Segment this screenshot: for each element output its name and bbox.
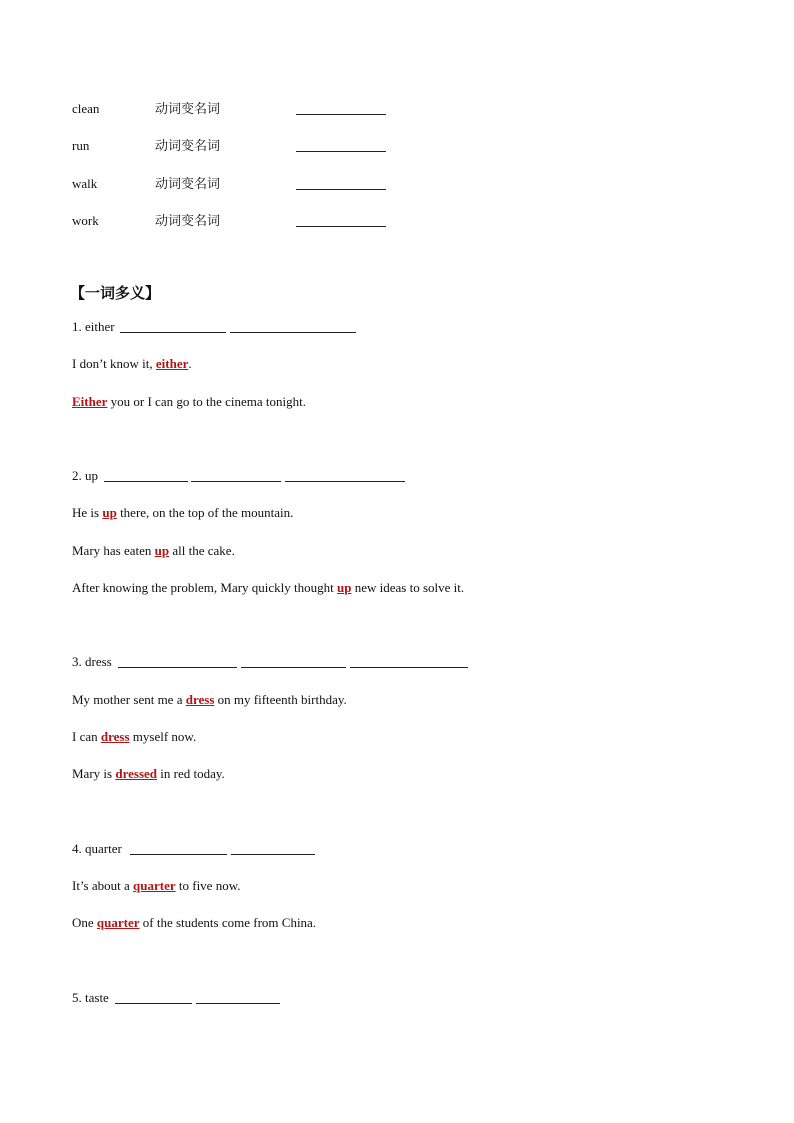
example-sentence [72,505,293,521]
sentence-text: in red today. [157,766,225,781]
sentence-text: . [188,356,192,371]
sentence-text: all the cake. [169,543,235,558]
sentence-text: I don’t know it, [72,356,156,371]
answer-blank[interactable] [230,320,356,333]
item-head: 1. either [72,319,115,334]
section-title: 【一词多义】 [70,286,161,302]
answer-blank[interactable] [296,177,386,190]
example-sentence [72,356,192,372]
answer-blank[interactable] [104,469,188,482]
answer-blank[interactable] [120,320,226,333]
verb-instruction: 动词变名词 [155,101,221,116]
highlighted-word: quarter [96,915,140,930]
example-sentence [72,766,225,782]
verb-word: walk [72,176,98,191]
sentence-text: It’s about a [72,878,134,893]
answer-blank[interactable] [115,991,192,1004]
answer-blank[interactable] [130,842,227,855]
verb-word: work [72,213,99,228]
highlighted-word: up [337,580,352,595]
verb-instruction: 动词变名词 [155,138,221,153]
verb-instruction: 动词变名词 [155,213,221,228]
sentence-text: new ideas to solve it. [351,580,465,595]
highlighted-word: either [155,356,189,371]
highlighted-word: quarter [133,878,176,893]
answer-blank[interactable] [118,655,237,668]
answer-blank[interactable] [231,842,315,855]
item-head: 2. up [72,468,98,483]
highlighted-word: dress [100,729,130,744]
highlighted-word: dressed [115,766,157,781]
example-sentence [72,394,306,410]
sentence-text: After knowing the problem, Mary quickly thought [72,580,338,595]
example-sentence [72,543,235,559]
verb-word: run [72,138,90,153]
sentence-text: there, on the top of the mountain. [116,505,294,520]
item-head: 5. taste [72,990,109,1005]
item-head: 4. quarter [72,841,122,856]
sentence-text: to five now. [175,878,241,893]
answer-blank[interactable] [191,469,281,482]
sentence-text: Mary is [72,766,116,781]
answer-blank[interactable] [241,655,346,668]
sentence-text: Mary has eaten [72,543,155,558]
answer-blank[interactable] [196,991,280,1004]
sentence-text: you or I can go to the cinema tonight. [107,394,306,409]
highlighted-word: up [154,543,170,558]
sentence-text: One [72,915,97,930]
sentence-text: on my fifteenth birthday. [214,692,347,707]
sentence-text: of the students come from China. [139,915,317,930]
sentence-text: My mother sent me a [72,692,186,707]
example-sentence [72,580,464,596]
answer-blank[interactable] [350,655,468,668]
example-sentence [72,915,316,931]
answer-blank[interactable] [285,469,405,482]
example-sentence [72,878,241,894]
highlighted-word: dress [185,692,215,707]
verb-word: clean [72,101,100,116]
item-head: 3. dress [72,654,112,669]
sentence-text: myself now. [129,729,197,744]
verb-instruction: 动词变名词 [155,176,221,191]
answer-blank[interactable] [296,139,386,152]
answer-blank[interactable] [296,214,386,227]
example-sentence [72,692,347,708]
example-sentence [72,729,196,745]
answer-blank[interactable] [296,102,386,115]
sentence-text: I can [72,729,101,744]
highlighted-word: Either [72,394,108,409]
highlighted-word: up [102,505,117,520]
sentence-text: He is [72,505,103,520]
